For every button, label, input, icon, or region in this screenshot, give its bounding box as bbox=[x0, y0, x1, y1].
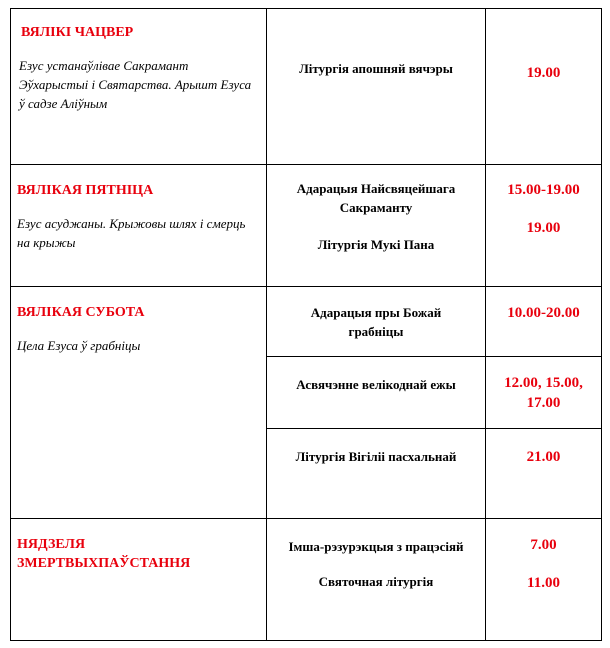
day-title: ВЯЛІКІ ЧАЦВЕР bbox=[21, 25, 134, 40]
service-cell bbox=[267, 519, 486, 641]
day-cell bbox=[11, 287, 267, 519]
service-time: 21.00 bbox=[526, 449, 561, 465]
service-time: 7.00 bbox=[530, 537, 557, 553]
service-time: 19.00 bbox=[526, 65, 561, 81]
day-description: Цела Езуса ў грабніцы bbox=[17, 338, 141, 353]
day-description: Езус устанаўлівае Сакрамант Эўхарыстыі і Святарства. Арышт Езуса ў садзе Аліўным bbox=[19, 58, 252, 111]
day-cell bbox=[11, 165, 267, 287]
service-cell bbox=[267, 165, 486, 287]
table-row bbox=[11, 9, 602, 165]
service-name: Адарацыя Найсвяцейшага Сакраманту bbox=[296, 181, 456, 215]
day-title: НЯДЗЕЛЯ ЗМЕРТВЫХПАЎСТАННЯ bbox=[17, 537, 191, 571]
service-cell bbox=[267, 357, 486, 429]
time-cell bbox=[486, 519, 602, 641]
holy-week-schedule-table bbox=[10, 8, 602, 641]
service-name: Асвячэнне велікоднай ежы bbox=[296, 377, 456, 392]
day-cell bbox=[11, 9, 267, 165]
table-row bbox=[11, 519, 602, 641]
time-cell bbox=[486, 9, 602, 165]
service-time: 12.00, 15.00, 17.00 bbox=[504, 375, 583, 411]
day-title: ВЯЛІКАЯ ПЯТНІЦА bbox=[17, 183, 154, 198]
day-description: Езус асуджаны. Крыжовы шлях і смерць на крыжы bbox=[17, 216, 246, 250]
service-time: 10.00-20.00 bbox=[507, 305, 580, 321]
service-cell bbox=[267, 429, 486, 519]
service-cell bbox=[267, 287, 486, 357]
service-name: Літургія Мукі Пана bbox=[317, 237, 435, 252]
time-cell bbox=[486, 165, 602, 287]
service-time: 11.00 bbox=[527, 575, 560, 591]
time-cell bbox=[486, 429, 602, 519]
table-row bbox=[11, 165, 602, 287]
service-name: Літургія апошняй вячэры bbox=[299, 61, 453, 76]
service-cell bbox=[267, 9, 486, 165]
service-name: Адарацыя пры Божай грабніцы bbox=[310, 305, 442, 339]
day-cell bbox=[11, 519, 267, 641]
service-time: 15.00-19.00 bbox=[507, 182, 580, 198]
service-time: 19.00 bbox=[526, 220, 561, 236]
service-name: Святочная літургія bbox=[318, 574, 434, 589]
day-title: ВЯЛІКАЯ СУБОТА bbox=[17, 305, 145, 320]
table-row bbox=[11, 287, 602, 357]
service-name: Літургія Вігіліі пасхальнай bbox=[295, 449, 457, 464]
service-name: Імша-рэзурэкцыя з працэсіяй bbox=[288, 539, 464, 554]
time-cell bbox=[486, 287, 602, 357]
time-cell bbox=[486, 357, 602, 429]
